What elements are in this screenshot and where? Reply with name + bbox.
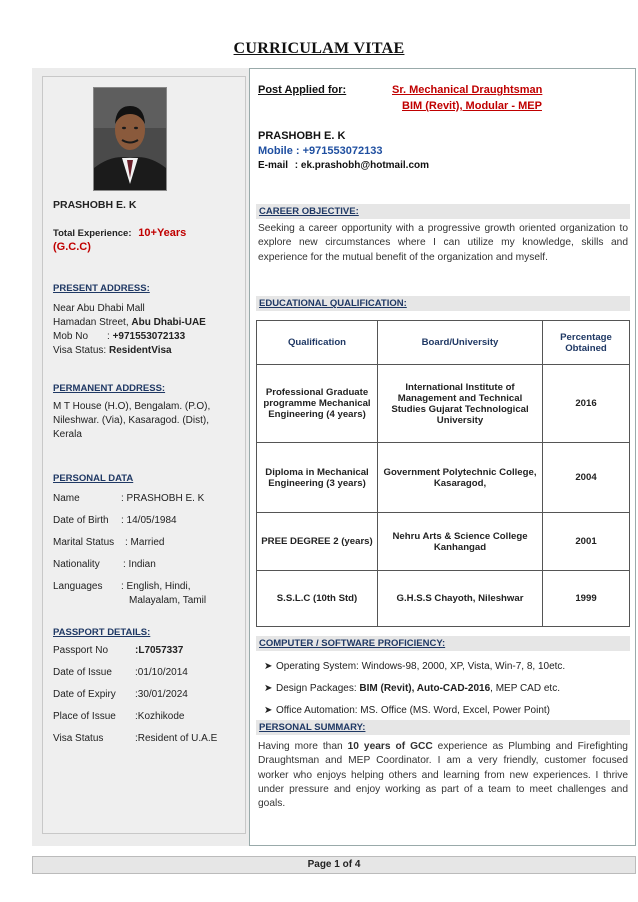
personal-data-heading: PERSONAL DATA <box>53 473 134 484</box>
col-board: Board/University <box>378 321 543 365</box>
post-applied-value1: Sr. Mechanical Draughtsman <box>392 84 543 96</box>
personal-row <box>53 559 156 570</box>
passport-row <box>53 667 188 678</box>
present-address-city: Abu Dhabi-UAE <box>131 317 206 328</box>
edu-year: 2004 <box>543 443 630 513</box>
profile-photo <box>93 87 167 191</box>
edu-qualification: Professional Graduate programme Mechanical Engineering (4 years) <box>257 365 378 443</box>
post-applied-label: Post Applied for: <box>258 84 347 96</box>
personal-languages-line2: Malayalam, Tamil <box>129 595 207 606</box>
computer-proficiency-heading: COMPUTER / SOFTWARE PROFICIENCY: <box>256 636 630 651</box>
passport-value-place: :Kozhikode <box>135 711 185 722</box>
present-address-line1: Near Abu Dhabi Mall <box>53 303 145 314</box>
edu-board: Nehru Arts & Science College Kanhangad <box>378 513 543 571</box>
right-candidate-name: PRASHOBH E. K <box>258 130 346 142</box>
visa-status-line <box>53 345 172 356</box>
present-address-heading: PRESENT ADDRESS: <box>53 283 150 294</box>
mobile-sep: : <box>107 331 110 342</box>
passport-row <box>53 733 217 744</box>
document-title: CURRICULAM VITAE <box>233 40 405 57</box>
permanent-address-line2: Nileshwar. (Via), Kasaragod. (Dist), <box>53 415 209 426</box>
edu-qualification: Diploma in Mechanical Engineering (3 years) <box>257 443 378 513</box>
passport-value-visa: :Resident of U.A.E <box>135 733 218 744</box>
experience-region: (G.C.C) <box>53 241 91 253</box>
present-address-street: Hamadan Street, <box>53 317 129 328</box>
personal-value-marital: : Married <box>125 537 165 548</box>
edu-qualification: PREE DEGREE 2 (years) <box>257 513 378 571</box>
personal-label-marital: Marital Status <box>53 537 115 548</box>
passport-row <box>53 645 183 656</box>
personal-value-nationality: : Indian <box>123 559 156 570</box>
permanent-address-heading: PERMANENT ADDRESS: <box>53 383 166 394</box>
experience-label: Total Experience: <box>53 228 132 239</box>
mobile-value: +971553072133 <box>112 331 186 342</box>
arrow-bullet-icon: ➤ <box>264 683 273 694</box>
arrow-bullet-icon: ➤ <box>264 661 273 672</box>
present-mobile-line <box>53 331 185 342</box>
email-value[interactable]: : ek.prashobh@hotmail.com <box>294 160 430 171</box>
edu-qualification: S.S.L.C (10th Std) <box>257 571 378 627</box>
experience-value: 10+Years <box>138 227 187 239</box>
personal-label-languages: Languages <box>53 581 103 592</box>
post-applied-value2: BIM (Revit), Modular - MEP <box>402 100 542 112</box>
left-panel <box>42 76 246 834</box>
experience-line <box>53 227 186 239</box>
career-objective-text: Seeking a career opportunity with a progressive growth oriented organization to explore new circumstances where I can utilize my knowledge, skills and experience for the mutual benefit of the organization and myself. <box>258 223 628 263</box>
arrow-bullet-icon: ➤ <box>264 705 273 716</box>
passport-heading: PASSPORT DETAILS: <box>53 627 151 638</box>
table-row <box>257 443 630 513</box>
list-item: ➤ Office Automation: MS. Office (MS. Word, Excel, Power Point) <box>258 700 628 722</box>
passport-label-place: Place of Issue <box>53 711 116 722</box>
visa-status-value: ResidentVisa <box>108 345 172 356</box>
personal-row <box>53 515 177 526</box>
col-percentage: Percentage Obtained <box>543 321 630 365</box>
passport-label-issue: Date of Issue <box>53 667 112 678</box>
col-qualification: Qualification <box>257 321 378 365</box>
passport-row <box>53 711 184 722</box>
permanent-address-line1: M T House (H.O), Bengalam. (P.O), <box>53 401 211 412</box>
personal-row <box>53 493 204 504</box>
edu-year: 2016 <box>543 365 630 443</box>
table-header-row <box>257 321 630 365</box>
edu-board: Government Polytechnic College, Kasaragod, <box>378 443 543 513</box>
table-row <box>257 513 630 571</box>
education-table <box>256 320 630 627</box>
passport-label-visa: Visa Status <box>53 733 104 744</box>
personal-label-name: Name <box>53 493 80 504</box>
right-mobile: Mobile : +971553072133 <box>258 145 383 157</box>
table-row <box>257 365 630 443</box>
passport-row <box>53 689 188 700</box>
list-item: ➤ Operating System: Windows-98, 2000, XP, Vista, Win-7, 8, 10etc. <box>258 656 628 678</box>
education-heading: EDUCATIONAL QUALIFICATION: <box>256 296 630 311</box>
personal-value-name: : PRASHOBH E. K <box>121 493 205 504</box>
personal-row <box>53 537 164 548</box>
personal-summary-heading: PERSONAL SUMMARY: <box>256 720 630 735</box>
personal-label-dob: Date of Birth <box>53 515 109 526</box>
email-line <box>258 160 429 171</box>
visa-status-label: Visa Status: <box>53 345 107 356</box>
left-column <box>32 68 250 846</box>
present-address-line2 <box>53 317 206 328</box>
personal-value-dob: : 14/05/1984 <box>121 515 177 526</box>
personal-label-nationality: Nationality <box>53 559 100 570</box>
list-item: ➤ Design Packages: BIM (Revit), Auto-CAD-2016, MEP CAD etc. <box>258 678 628 700</box>
passport-value-expiry: :30/01/2024 <box>135 689 188 700</box>
passport-label-expiry: Date of Expiry <box>53 689 116 700</box>
personal-summary-text: Having more than 10 years of GCC experience as Plumbing and Firefighting Draughtsman and MEP Coordinator. I am a very friendly, customer focused worker who enjoys helping others and learning from new experiences. I thrive under pressure and enjoy working as part of a team to meet challenges and goals. <box>258 741 628 810</box>
software-list <box>258 656 628 722</box>
email-label: E-mail <box>258 160 289 171</box>
passport-value-no: :L7057337 <box>135 645 184 656</box>
edu-board: G.H.S.S Chayoth, Nileshwar <box>378 571 543 627</box>
edu-year: 1999 <box>543 571 630 627</box>
page-footer: Page 1 of 4 <box>32 856 636 874</box>
career-objective-heading: CAREER OBJECTIVE: <box>256 204 630 219</box>
table-row <box>257 571 630 627</box>
passport-label-no: Passport No <box>53 645 109 656</box>
permanent-address-line3: Kerala <box>53 429 82 440</box>
edu-board: International Institute of Management and Technical Studies Gujarat Technological University <box>378 365 543 443</box>
edu-year: 2001 <box>543 513 630 571</box>
candidate-name: PRASHOBH E. K <box>53 199 137 211</box>
mobile-label: Mob No <box>53 331 89 342</box>
personal-value-languages: : English, Hindi, <box>121 581 191 592</box>
passport-value-issue: :01/10/2014 <box>135 667 188 678</box>
profile-photo-image <box>94 88 166 190</box>
personal-row <box>53 581 190 592</box>
